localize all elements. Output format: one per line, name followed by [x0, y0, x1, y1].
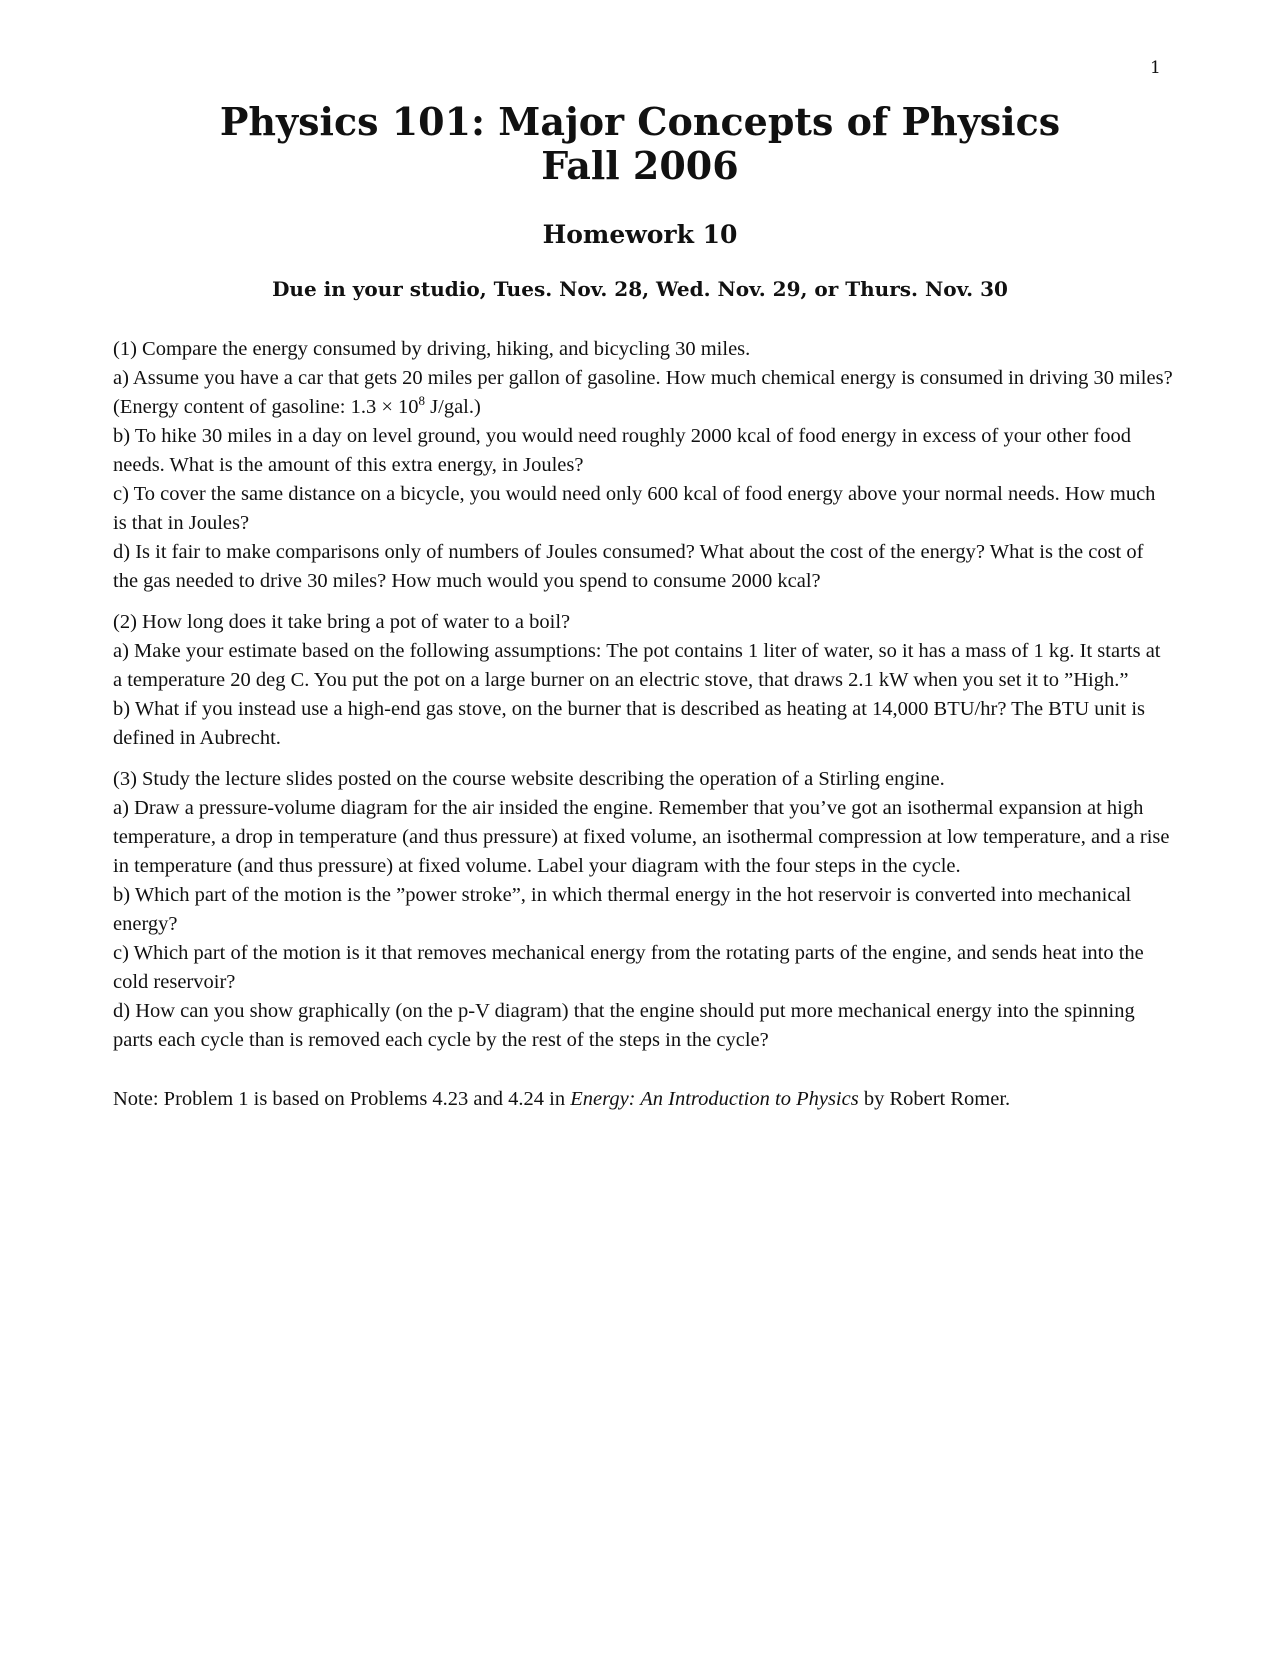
problem-3-intro: (3) Study the lecture slides posted on the course website describing the operation of a Stirling engine. — [113, 768, 945, 790]
problem-1a-unit: J/gal.) — [425, 396, 481, 418]
problem-1 — [113, 335, 1173, 596]
homework-heading: Homework 10 — [542, 220, 738, 249]
book-title: Energy: An Introduction to Physics — [570, 1088, 859, 1110]
problem-set — [113, 335, 1173, 1114]
problem-2b: b) What if you instead use a high-end gas stove, on the burner that is described as heating at 14,000 BTU/hr? The BTU unit is defined in Aubrecht. — [113, 698, 1145, 749]
problem-1a — [113, 364, 1173, 422]
problem-3c: c) Which part of the motion is it that removes mechanical energy from the rotating parts of the engine, and sends heat into the cold reservoir? — [113, 942, 1144, 993]
problem-3 — [113, 765, 1173, 1055]
problem-3b: b) Which part of the motion is the ”power stroke”, in which thermal energy in the hot reservoir is converted into mechanical energy? — [113, 884, 1132, 935]
exponent: 8 — [418, 393, 426, 409]
problem-1c: c) To cover the same distance on a bicycle, you would need only 600 kcal of food energy above your normal needs. How much is that in Joules? — [113, 483, 1156, 534]
page-number: 1 — [1150, 58, 1161, 78]
problem-3d: d) How can you show graphically (on the p-V diagram) that the engine should put more mechanical energy into the spinning parts each cycle than is removed each cycle by the rest of the steps in the cycle? — [113, 1000, 1135, 1051]
semester-title: Fall 2006 — [541, 143, 739, 188]
due-date-line: Due in your studio, Tues. Nov. 28, Wed. Nov. 29, or Thurs. Nov. 30 — [272, 277, 1008, 301]
problem-3a: a) Draw a pressure-volume diagram for the air insided the engine. Remember that you’ve got an isothermal expansion at high temperature, a drop in temperature (and thus pressure) at fixed volume, an isothermal compression at low temperature, and a rise in temperature (and thus pressure) at fixed volume. Label your diagram with the four steps in the cycle. — [113, 797, 1170, 877]
course-title: Physics 101: Major Concepts of Physics — [219, 99, 1061, 144]
problem-1b: b) To hike 30 miles in a day on level ground, you would need roughly 2000 kcal of food energy in excess of your other food needs. What is the amount of this extra energy, in Joules? — [113, 425, 1132, 476]
problem-2-intro: (2) How long does it take bring a pot of water to a boil? — [113, 611, 571, 633]
problem-2 — [113, 608, 1173, 753]
problem-2a: a) Make your estimate based on the following assumptions: The pot contains 1 liter of water, so it has a mass of 1 kg. It starts at a temperature 20 deg C. You put the pot on a large burner on an electric stove, that draws 2.1 kW when you set it to ”High.” — [113, 640, 1161, 691]
note-suffix: by Robert Romer. — [858, 1088, 1011, 1110]
problem-1a-text: a) Assume you have a car that gets 20 miles per gallon of gasoline. How much chemical energy is consumed in driving 30 miles? (Energy content of gasoline: 1.3 × 10 — [113, 367, 1173, 418]
document-title — [0, 100, 1280, 188]
source-note — [113, 1085, 1173, 1114]
problem-1-intro: (1) Compare the energy consumed by driving, hiking, and bicycling 30 miles. — [113, 338, 751, 360]
note-prefix: Note: Problem 1 is based on Problems 4.23 and 4.24 in — [113, 1088, 571, 1110]
problem-1d: d) Is it fair to make comparisons only of numbers of Joules consumed? What about the cost of the energy? What is the cost of the gas needed to drive 30 miles? How much would you spend to consume 2000 kcal? — [113, 541, 1144, 592]
